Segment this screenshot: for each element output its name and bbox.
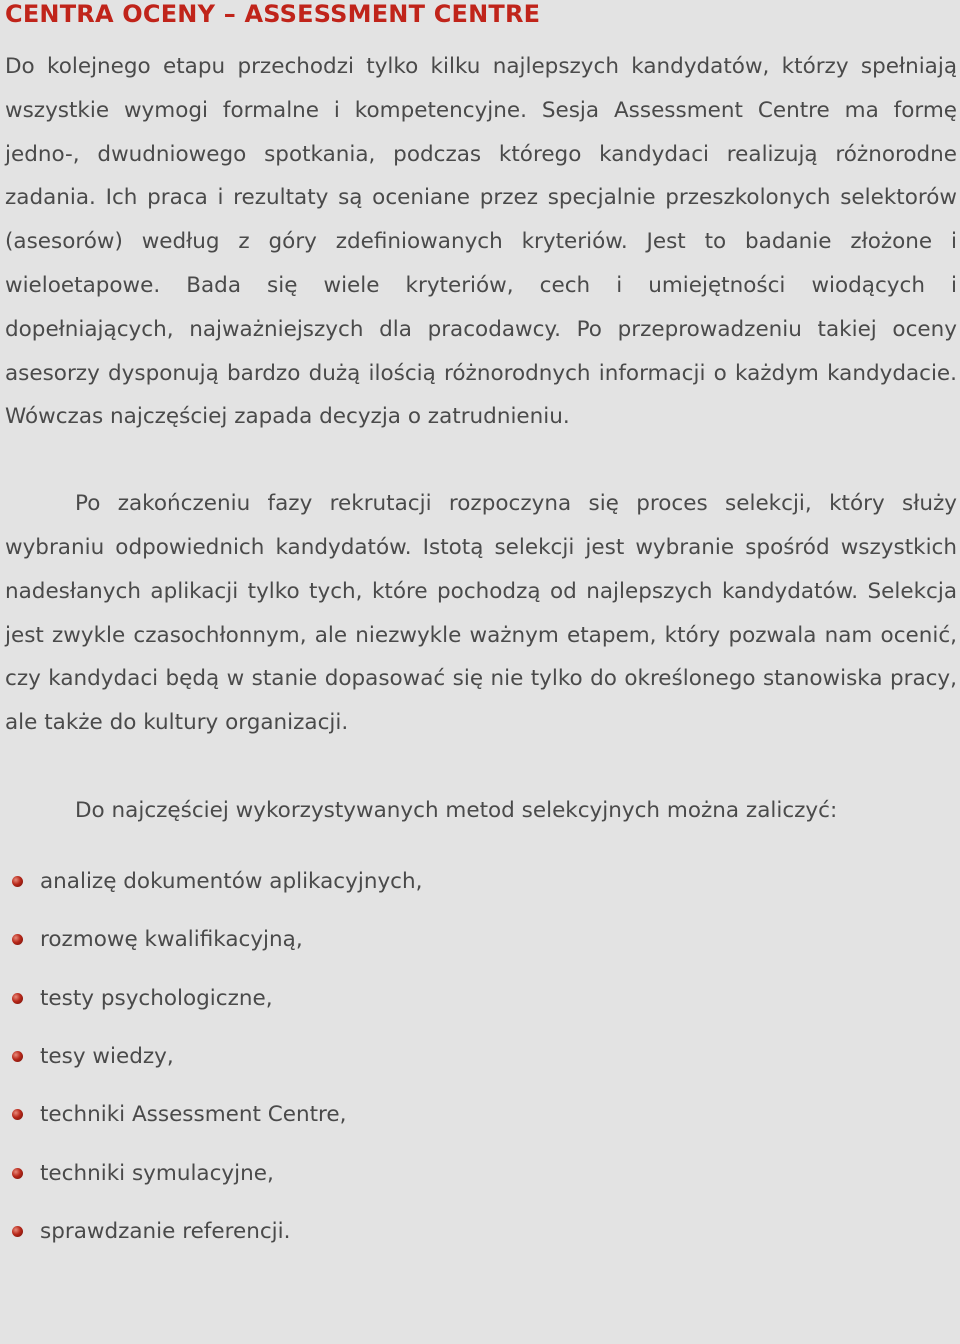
list-item (5, 980, 957, 1038)
list-item (5, 1096, 957, 1154)
list-item-text: sprawdzanie referencji. (40, 1219, 291, 1245)
list-item (5, 921, 957, 979)
list-item-text: analizę dokumentów aplikacyjnych, (40, 868, 423, 894)
red-sphere-bullet-icon (12, 1168, 23, 1179)
red-sphere-bullet-icon (12, 934, 23, 945)
paragraph-selection-process: Po zakończeniu fazy rekrutacji rozpoczyna się proces selekcji, który służy wybraniu odpowiednich kandydatów. Istotą selekcji jest wybranie spośród wszystkich nadesłanych aplikacji tylko tych, które pochodzą od najlepszych kandydatów. Selekcja jest zwykle czasochłonnym, ale niezwykle ważnym etapem, który pozwala nam ocenić, czy kandydaci będą w stanie dopasować się nie tylko do określonego stanowiska pracy, ale także do kultury organizacji. (5, 491, 957, 736)
list-item (5, 1155, 957, 1213)
list-item (5, 1038, 957, 1096)
list-item (5, 863, 957, 921)
list-item-text: rozmowę kwalifikacyjną, (40, 927, 303, 953)
selection-methods-list (5, 863, 957, 1272)
list-item-text: techniki symulacyjne, (40, 1160, 274, 1186)
red-sphere-bullet-icon (12, 876, 23, 887)
section-heading: CENTRA OCENY – ASSESSMENT CENTRE (5, 0, 541, 28)
list-item (5, 1213, 957, 1271)
red-sphere-bullet-icon (12, 993, 23, 1004)
red-sphere-bullet-icon (12, 1051, 23, 1062)
list-item-text: testy psychologiczne, (40, 985, 273, 1011)
list-item-text: tesy wiedzy, (40, 1043, 174, 1069)
paragraph-assessment-centre: Do kolejnego etapu przechodzi tylko kilku najlepszych kandydatów, którzy spełniają wszystkie wymogi formalne i kompetencyjne. Sesja Assessment Centre ma formę jedno-, dwudniowego spotkania, podczas którego kandydaci realizują różnorodne zadania. Ich praca i rezultaty są oceniane przez specjalnie przeszkolonych selektorów (asesorów) według z góry zdefiniowanych kryteriów. Jest to badanie złożone i wieloetapowe. Bada się wiele kryteriów, cech i umiejętności wiodących i dopełniających, najważniejszych dla pracodawcy. Po przeprowadzeniu takiej oceny asesorzy dysponują bardzo dużą ilością różnorodnych informacji o każdym kandydacie. Wówczas najczęściej zapada decyzja o zatrudnieniu. (5, 54, 957, 430)
paragraph-methods-intro: Do najczęściej wykorzystywanych metod selekcyjnych można zaliczyć: (75, 797, 838, 823)
list-item-text: techniki Assessment Centre, (40, 1102, 347, 1128)
red-sphere-bullet-icon (12, 1226, 23, 1237)
red-sphere-bullet-icon (12, 1109, 23, 1120)
document-page (5, 0, 957, 1271)
